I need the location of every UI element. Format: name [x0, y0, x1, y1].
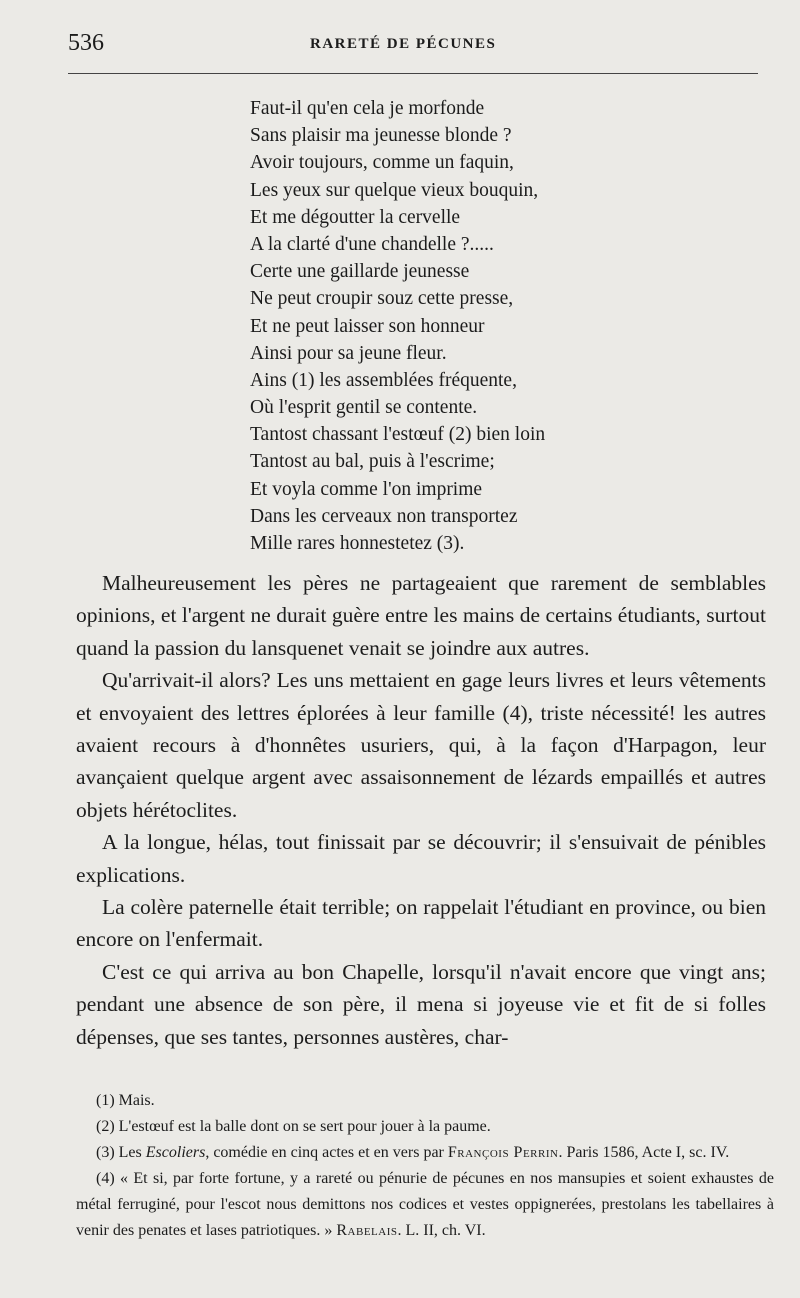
footnote-3-middle: , comédie en cinq actes et en vers par	[205, 1144, 448, 1161]
poem-line: Et me dégoutter la cervelle	[250, 206, 461, 228]
poem-block	[250, 95, 770, 557]
footnote-2: (2) L'estœuf est la balle dont on se sert pour jouer à la paume.	[96, 1118, 491, 1135]
header-rule	[68, 73, 758, 74]
footnote-3-author: François Perrin	[447, 1144, 559, 1161]
paragraph: Malheureusement les pères ne partageaient que rarement de semblables opinions, et l'argent ne durait guère entre les mains de certains étudiants, surtout quand la passion du lansquenet venait se joindre aux autres.	[76, 571, 766, 660]
footnote-1: (1) Mais.	[96, 1092, 155, 1109]
footnote-4-ref: . L. II, ch. VI.	[397, 1222, 486, 1239]
paragraph: La colère paternelle était terrible; on rappelait l'étudiant en province, ou bien encore on l'enfermait.	[76, 895, 766, 952]
footnote-3-suffix: . Paris 1586, Acte I, sc. IV.	[558, 1144, 730, 1161]
poem-line: Ainsi pour sa jeune fleur.	[250, 342, 447, 364]
poem-line: Ains (1) les assemblées fréquente,	[250, 369, 517, 391]
poem-line: Faut-il qu'en cela je morfonde	[250, 98, 485, 119]
poem-line: Ne peut croupir souz cette presse,	[250, 288, 514, 310]
poem-line: Et ne peut laisser son honneur	[250, 315, 485, 337]
paragraph: A la longue, hélas, tout finissait par se découvrir; il s'ensuivait de pénibles explications.	[76, 830, 766, 887]
poem-line: Avoir toujours, comme un faquin,	[250, 152, 514, 174]
page-header	[68, 30, 770, 70]
poem-line: Les yeux sur quelque vieux bouquin,	[250, 179, 539, 201]
paragraph: C'est ce qui arriva au bon Chapelle, lorsqu'il n'avait encore que vingt ans; pendant une absence de son père, il mena si joyeuse vie et fit de si folles dépenses, que ses tantes, personnes austères, char-	[76, 959, 766, 1049]
running-title: RARETÉ DE PÉCUNES	[310, 36, 497, 52]
poem-line: Sans plaisir ma jeunesse blonde ?	[250, 125, 512, 147]
poem-line: Tantost chassant l'estœuf (2) bien loin	[250, 424, 546, 446]
footnotes	[76, 1088, 774, 1244]
poem-line: Où l'esprit gentil se contente.	[250, 397, 478, 419]
poem-line: A la clarté d'une chandelle ?.....	[250, 233, 494, 255]
poem-line: Et voyla comme l'on imprime	[250, 478, 483, 500]
poem-line: Tantost au bal, puis à l'escrime;	[250, 451, 495, 473]
footnote-3-title: Escoliers	[145, 1144, 206, 1161]
footnote-4	[76, 1166, 774, 1244]
page-number: 536	[68, 30, 104, 56]
footnote-4-text: (4) « Et si, par forte fortune, y a rareté ou pénurie de pécunes en nos mansupies et soient exhaustes de métal ferruginé, pour l'escot nous demittons nos codices et vestes oppignerées, prestolans les tabellaires à venir des penates et lases patriotiques. »	[76, 1170, 774, 1239]
poem-line: Dans les cerveaux non transportez	[250, 505, 518, 527]
body-text	[76, 567, 766, 1053]
poem-line: Certe une gaillarde jeunesse	[250, 261, 470, 283]
footnote-3	[76, 1140, 774, 1166]
footnote-3-prefix: (3) Les	[96, 1144, 146, 1161]
footnote-4-author: Rabelais	[336, 1222, 398, 1239]
poem-line: Mille rares honnestetez (3).	[250, 533, 465, 554]
paragraph: Qu'arrivait-il alors? Les uns mettaient en gage leurs livres et leurs vêtements et envoyaient des lettres éplorées à leur famille (4), triste nécessité! les autres avaient recours à d'honnêtes usuriers, qui, à la façon d'Harpagon, leur avançaient quelque argent avec assaisonnement de lézards empaillés et autres objets hérétoclites.	[76, 668, 766, 822]
